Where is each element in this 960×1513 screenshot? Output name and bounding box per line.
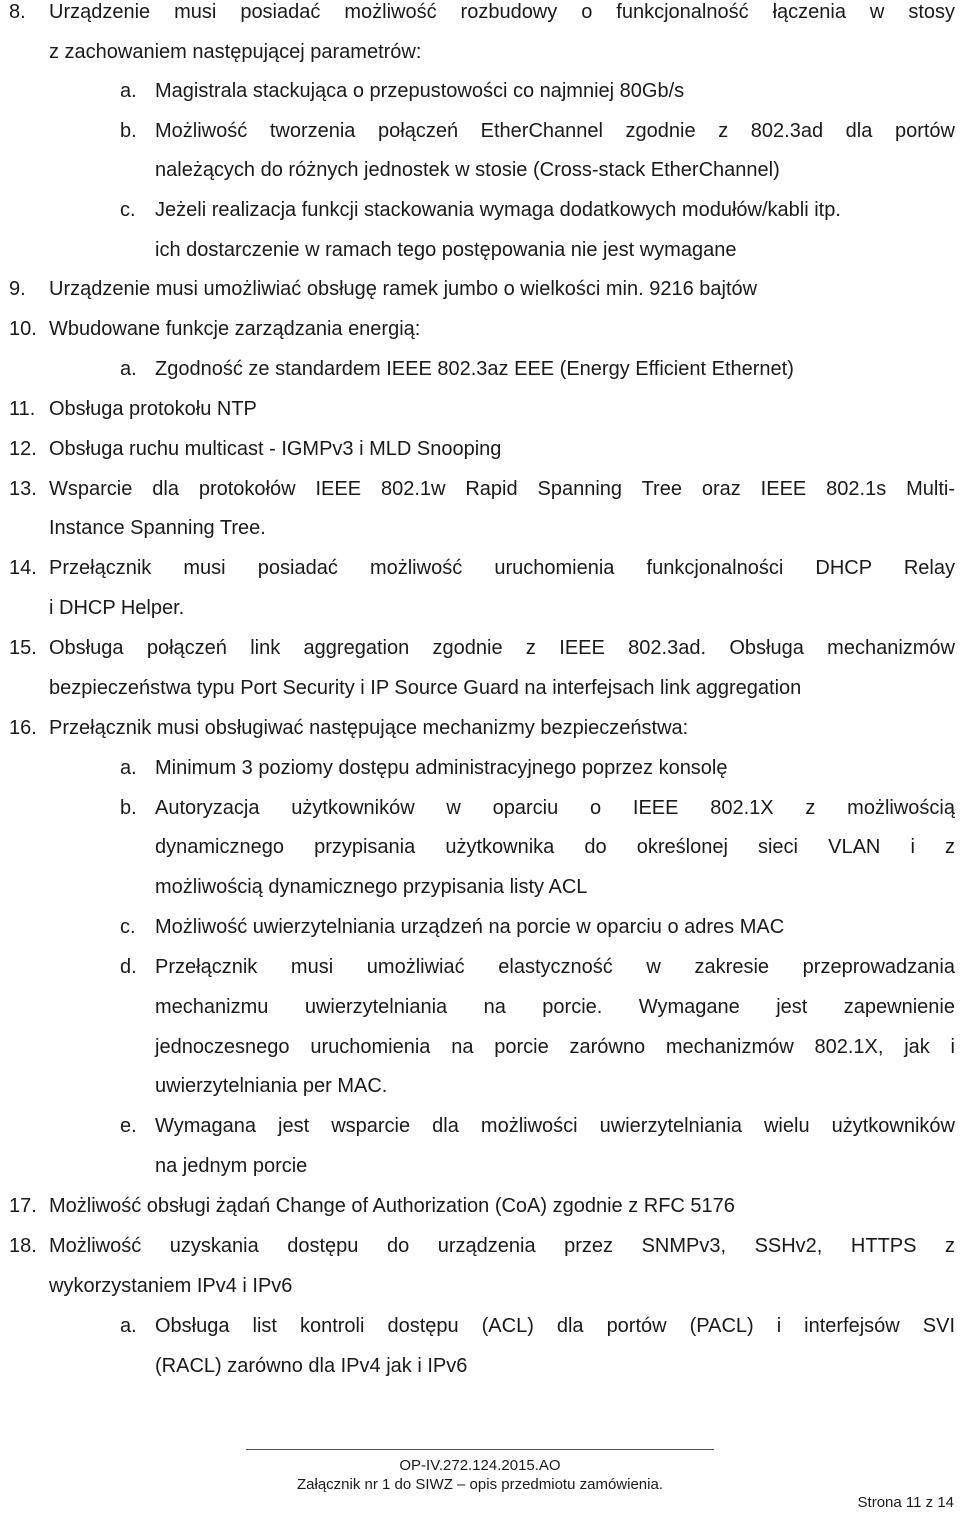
list-item-text: Obsługa ruchu multicast - IGMPv3 i MLD Snooping xyxy=(49,438,502,460)
list-item-text: Wbudowane funkcje zarządzania energią: xyxy=(49,318,421,340)
sublist-item-text: ich dostarczenie w ramach tego postępowania nie jest wymagane xyxy=(155,239,737,261)
list-number: 10. xyxy=(9,318,37,340)
sublist-item-text: na jednym porcie xyxy=(155,1155,308,1177)
list-item-text: Urządzenie musi umożliwiać obsługę ramek jumbo o wielkości min. 9216 bajtów xyxy=(49,278,758,300)
sublist-item-text: Autoryzacja użytkowników w oparciu o IEEE 802.1X z możliwością xyxy=(155,797,955,819)
list-item-text: z zachowaniem następującej parametrów: xyxy=(49,41,422,63)
footer-divider xyxy=(246,1449,714,1450)
list-number: 15. xyxy=(9,637,37,659)
list-number: 8. xyxy=(9,1,26,23)
sublist-item-text: Jeżeli realizacja funkcji stackowania wymaga dodatkowych modułów/kabli itp. xyxy=(155,199,841,221)
list-number: 17. xyxy=(9,1195,37,1217)
sublist-item-text: należących do różnych jednostek w stosie (Cross-stack EtherChannel) xyxy=(155,159,780,181)
sublist-item-text: dynamicznego przypisania użytkownika do określonej sieci VLAN i z xyxy=(155,836,955,858)
list-item-text: Wsparcie dla protokołów IEEE 802.1w Rapid Spanning Tree oraz IEEE 802.1s Multi- xyxy=(49,478,955,500)
list-number: 9. xyxy=(9,278,26,300)
sublist-item-text: Obsługa list kontroli dostępu (ACL) dla portów (PACL) i interfejsów SVI xyxy=(155,1315,955,1337)
sublist-item-text: Możliwość tworzenia połączeń EtherChannel zgodnie z 802.3ad dla portów xyxy=(155,120,955,142)
sublist-letter: c. xyxy=(120,916,136,938)
list-item-text: Urządzenie musi posiadać możliwość rozbudowy o funkcjonalność łączenia w stosy xyxy=(49,1,955,23)
list-number: 12. xyxy=(9,438,37,460)
sublist-item-text: Wymagana jest wsparcie dla możliwości uwierzytelniania wielu użytkowników xyxy=(155,1115,955,1137)
sublist-item-text: uwierzytelniania per MAC. xyxy=(155,1075,388,1097)
sublist-letter: a. xyxy=(120,358,137,380)
sublist-item-text: możliwością dynamicznego przypisania listy ACL xyxy=(155,876,588,898)
list-number: 13. xyxy=(9,478,37,500)
list-item-text: i DHCP Helper. xyxy=(49,597,185,619)
sublist-item-text: Przełącznik musi umożliwiać elastyczność w zakresie przeprowadzania xyxy=(155,956,955,978)
list-number: 14. xyxy=(9,557,37,579)
list-item-text: wykorzystaniem IPv4 i IPv6 xyxy=(49,1275,293,1297)
list-item-text: bezpieczeństwa typu Port Security i IP Source Guard na interfejsach link aggregation xyxy=(49,677,802,699)
sublist-item-text: Magistrala stackująca o przepustowości co najmniej 80Gb/s xyxy=(155,80,685,102)
sublist-item-text: mechanizmu uwierzytelniania na porcie. Wymagane jest zapewnienie xyxy=(155,996,955,1018)
list-number: 18. xyxy=(9,1235,37,1257)
footer-attachment: Załącznik nr 1 do SIWZ – opis przedmiotu zamówienia. xyxy=(297,1476,663,1493)
sublist-letter: a. xyxy=(120,757,137,779)
page-number: Strona 11 z 14 xyxy=(857,1494,954,1511)
sublist-item-text: Możliwość uwierzytelniania urządzeń na porcie w oparciu o adres MAC xyxy=(155,916,785,938)
list-item-text: Możliwość obsługi żądań Change of Authorization (CoA) zgodnie z RFC 5176 xyxy=(49,1195,735,1217)
sublist-letter: b. xyxy=(120,120,137,142)
list-item-text: Obsługa protokołu NTP xyxy=(49,398,257,420)
sublist-letter: a. xyxy=(120,80,137,102)
sublist-letter: e. xyxy=(120,1115,137,1137)
list-item-text: Możliwość uzyskania dostępu do urządzenia przez SNMPv3, SSHv2, HTTPS z xyxy=(49,1235,955,1257)
sublist-letter: d. xyxy=(120,956,137,978)
sublist-item-text: jednoczesnego uruchomienia na porcie zarówno mechanizmów 802.1X, jak i xyxy=(155,1036,955,1058)
list-item-text: Przełącznik musi posiadać możliwość uruchomienia funkcjonalności DHCP Relay xyxy=(49,557,955,579)
sublist-item-text: Zgodność ze standardem IEEE 802.3az EEE (Energy Efficient Ethernet) xyxy=(155,358,794,380)
sublist-letter: c. xyxy=(120,199,136,221)
sublist-item-text: Minimum 3 poziomy dostępu administracyjnego poprzez konsolę xyxy=(155,757,728,779)
footer-reference: OP-IV.272.124.2015.AO xyxy=(399,1457,561,1474)
list-item-text: Instance Spanning Tree. xyxy=(49,517,266,539)
list-item-text: Obsługa połączeń link aggregation zgodnie z IEEE 802.3ad. Obsługa mechanizmów xyxy=(49,637,955,659)
list-number: 11. xyxy=(9,398,36,420)
list-number: 16. xyxy=(9,717,37,739)
sublist-item-text: (RACL) zarówno dla IPv4 jak i IPv6 xyxy=(155,1355,468,1377)
sublist-letter: b. xyxy=(120,797,137,819)
sublist-letter: a. xyxy=(120,1315,137,1337)
list-item-text: Przełącznik musi obsługiwać następujące mechanizmy bezpieczeństwa: xyxy=(49,717,689,739)
